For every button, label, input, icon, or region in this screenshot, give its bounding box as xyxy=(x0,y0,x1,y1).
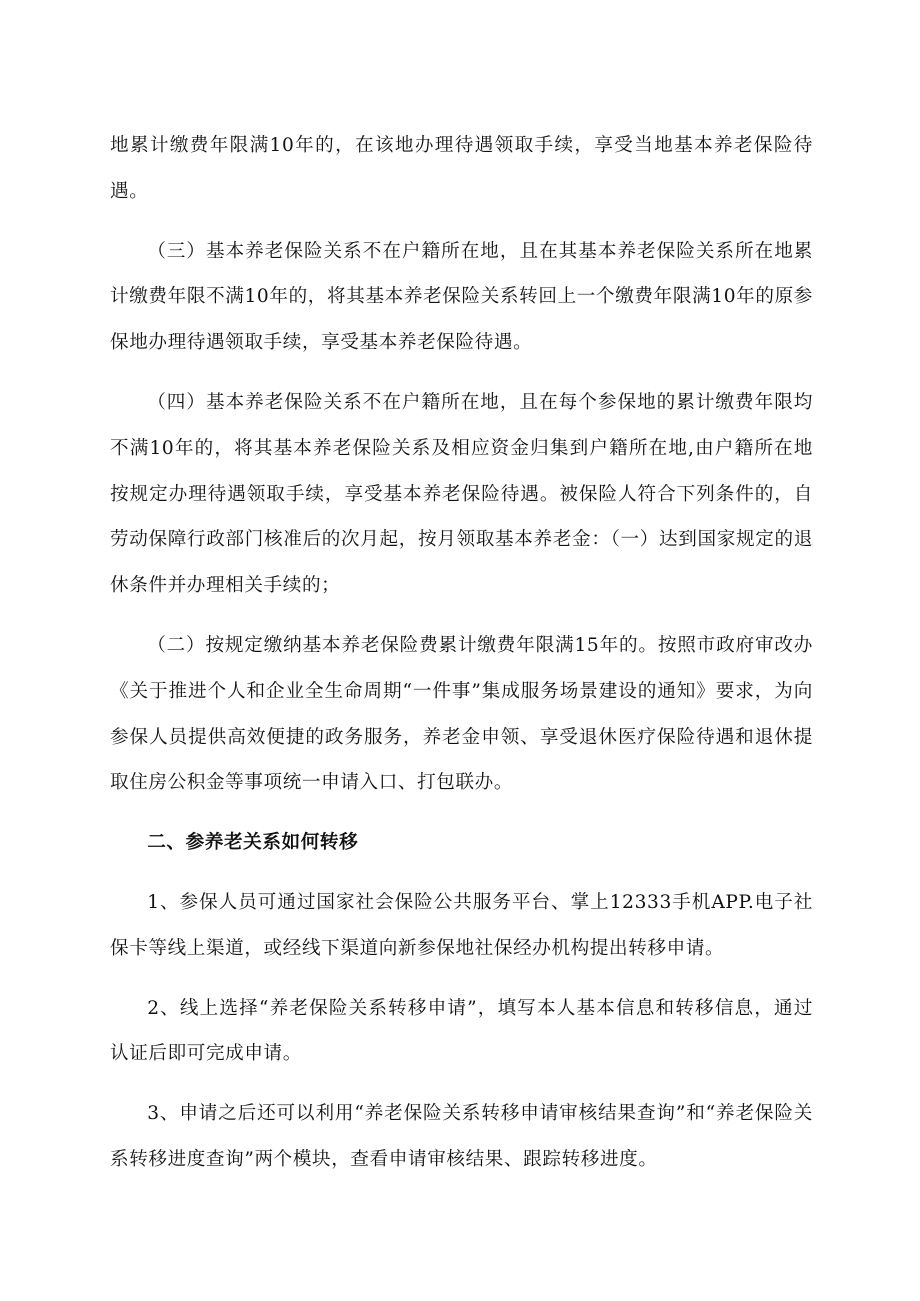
paragraph-step-2: 2、线上选择“养老保险关系转移申请”，填写本人基本信息和转移信息，通过认证后即可完成申请。 xyxy=(110,997,813,1065)
paragraph-step-3: 3、申请之后还可以利用“养老保险关系转移申请审核结果查询”和“养老保险关系转移进度查询”两个模块，查看申请审核结果、跟踪转移进度。 xyxy=(110,1103,813,1170)
paragraph-clause-two: （二）按规定缴纳基本养老保险费累计缴费年限满15年的。按照市政府审改办《关于推进个人和企业全生命周期“一件事”集成服务场景建设的通知》要求，为向参保人员提供高效便捷的政务服务，养老金申领、享受退休医疗保险待遇和退休提取住房公积金等事项统一申请入口、打包联办。 xyxy=(110,634,813,794)
paragraph-continuation: 地累计缴费年限满10年的，在该地办理待遇领取手续，享受当地基本养老保险待遇。 xyxy=(110,135,813,202)
paragraph-clause-three: （三）基本养老保险关系不在户籍所在地，且在其基本养老保险关系所在地累计缴费年限不满10年的，将其基本养老保险关系转回上一个缴费年限满10年的原参保地办理待遇领取手续，享受基本养老保险待遇。 xyxy=(110,240,813,354)
paragraph-step-1: 1、参保人员可通过国家社会保险公共服务平台、掌上12333手机APP.电子社保卡等线上渠道，或经线下渠道向新参保地社保经办机构提出转移申请。 xyxy=(110,891,813,959)
section-heading-transfer: 二、参养老关系如何转移 xyxy=(147,832,359,854)
document-body xyxy=(110,123,813,1197)
paragraph-clause-four: （四）基本养老保险关系不在户籍所在地，且在每个参保地的累计缴费年限均不满10年的，将其基本养老保险关系及相应资金归集到户籍所在地,由户籍所在地按规定办理待遇领取手续，享受基本养老保险待遇。被保险人符合下列条件的，自劳动保障行政部门核准后的次月起，按月领取基本养老金：（一）达到国家规定的退休条件并办理相关手续的； xyxy=(110,391,813,597)
